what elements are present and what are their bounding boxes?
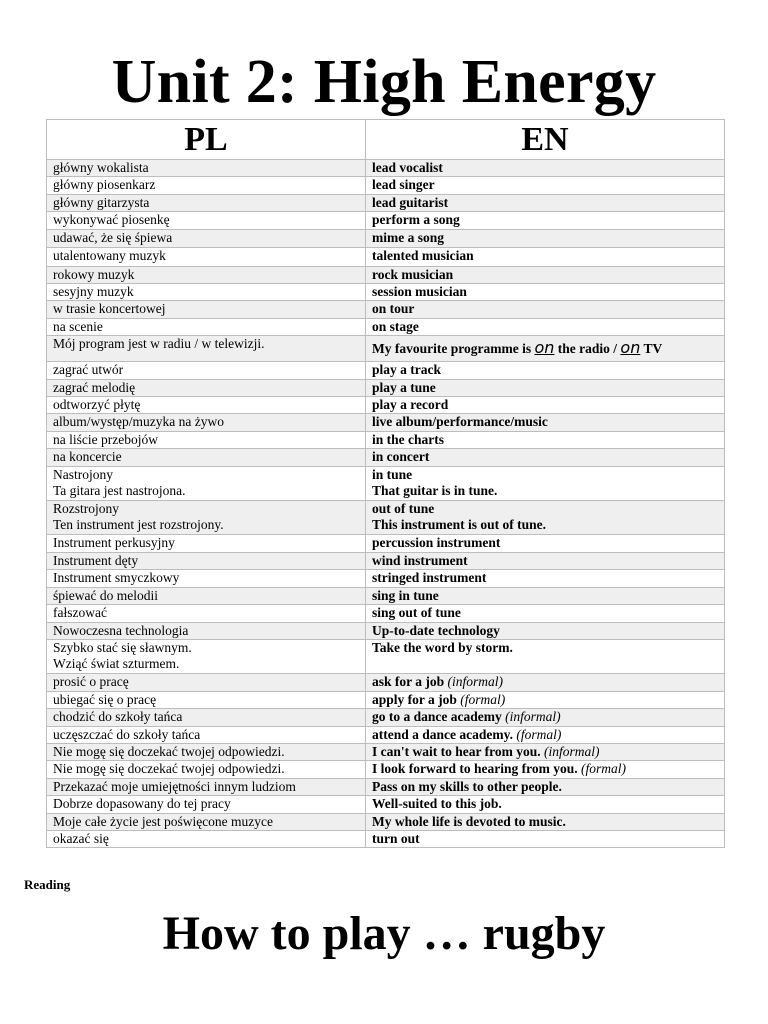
table-row [47,318,725,335]
en-cell: perform a song [366,212,725,229]
en-cell [366,726,725,743]
table-header-row [47,120,725,160]
en-cell: stringed instrument [366,570,725,587]
pl-line: Ten instrument jest rozstrojony. [53,517,224,533]
en-cell [366,761,725,778]
table-row [47,639,725,673]
table-row [47,362,725,379]
en-cell: Pass on my skills to other people. [366,778,725,795]
pl-cell: uczęszczać do szkoły tańca [47,726,366,743]
en-cell: sing out of tune [366,605,725,622]
table-row [47,449,725,466]
pl-cell: ubiegać się o pracę [47,691,366,708]
register-note: (formal) [581,761,626,777]
en-cell: Well-suited to this job. [366,796,725,813]
register-note: (informal) [447,674,504,690]
register-note: (informal) [505,709,561,725]
en-line: in tune [372,466,413,482]
pl-cell [47,501,366,535]
table-row [47,761,725,778]
en-line: That guitar is in tune. [372,483,498,499]
pl-cell: Nowoczesna technologia [47,622,366,639]
table-row [47,501,725,535]
pl-cell: na scenie [47,318,366,335]
pl-line: Rozstrojony [53,501,119,517]
en-cell: lead singer [366,177,725,194]
pl-cell: w trasie koncertowej [47,301,366,318]
table-row [47,229,725,248]
pl-cell: Nie mogę się doczekać twojej odpowiedzi. [47,743,366,760]
en-cell [366,743,725,760]
register-note: (formal) [460,691,506,707]
en-cell [366,691,725,708]
table-row [47,301,725,318]
pl-cell: Moje całe życie jest poświęcone muzyce [47,813,366,830]
table-row [47,830,725,847]
en-text-part: the radio / [554,341,621,357]
pl-cell: rokowy muzyk [47,266,366,283]
en-cell: lead vocalist [366,160,725,177]
en-cell: talented musician [366,248,725,267]
table-row [47,284,725,301]
en-cell: on tour [366,301,725,318]
en-cell: mime a song [366,229,725,248]
en-text-part: My favourite programme is [372,341,535,357]
pl-cell: odtworzyć płytę [47,397,366,414]
pl-cell: Nie mogę się doczekać twojej odpowiedzi. [47,761,366,778]
en-cell: percussion instrument [366,535,725,552]
table-row [47,397,725,414]
en-cell [366,501,725,535]
en-cell [366,466,725,500]
en-text-on: on [620,338,641,358]
en-cell [366,674,725,691]
table-row [47,813,725,830]
en-text: go to a dance academy [372,709,506,725]
register-note: (informal) [544,743,600,759]
en-cell: turn out [366,830,725,847]
section-title: How to play … rugby [162,907,606,960]
pl-cell: utalentowany muzyk [47,248,366,267]
pl-cell: śpiewać do melodii [47,587,366,604]
table-row [47,248,725,267]
en-cell: live album/performance/music [366,414,725,431]
table-row [47,336,725,362]
pl-cell: Instrument perkusyjny [47,535,366,552]
table-row [47,605,725,622]
en-line: This instrument is out of tune. [372,517,547,533]
table-row [47,552,725,569]
register-note: (formal) [516,726,562,742]
pl-line: Wziąć świat szturmem. [53,656,180,672]
table-row [47,622,725,639]
table-row [47,535,725,552]
table-row [47,160,725,177]
en-cell: My whole life is devoted to music. [366,813,725,830]
table-row [47,194,725,211]
pl-cell: główny gitarzysta [47,194,366,211]
pl-cell: zagrać melodię [47,379,366,396]
pl-line: Ta gitara jest nastrojona. [53,483,186,499]
en-text-on: on [534,338,555,358]
pl-cell: album/występ/muzyka na żywo [47,414,366,431]
pl-cell: Przekazać moje umiejętności innym ludziom [47,778,366,795]
pl-cell: Instrument smyczkowy [47,570,366,587]
table-row [47,212,725,229]
table-row [47,743,725,760]
en-text: ask for a job [372,674,448,690]
pl-cell: Instrument dęty [47,552,366,569]
pl-cell: na koncercie [47,449,366,466]
pl-cell: główny wokalista [47,160,366,177]
pl-cell: Mój program jest w radiu / w telewizji. [47,336,366,362]
table-row [47,466,725,500]
column-header-pl: PL [47,120,366,160]
en-cell: sing in tune [366,587,725,604]
table-row [47,674,725,691]
pl-cell [47,466,366,500]
table-row [47,266,725,283]
pl-cell [47,639,366,673]
pl-cell: udawać, że się śpiewa [47,229,366,248]
table-row [47,570,725,587]
pl-cell: zagrać utwór [47,362,366,379]
pl-cell: okazać się [47,830,366,847]
pl-line: Nastrojony [53,466,113,482]
table-row [47,709,725,726]
pl-cell: wykonywać piosenkę [47,212,366,229]
en-cell: in the charts [366,431,725,448]
en-cell [366,336,725,362]
table-row [47,431,725,448]
table-row [47,778,725,795]
en-cell: on stage [366,318,725,335]
pl-cell: sesyjny muzyk [47,284,366,301]
en-line: out of tune [372,501,435,517]
pl-cell: na liście przebojów [47,431,366,448]
column-header-en: EN [366,120,725,160]
en-cell: play a track [366,362,725,379]
pl-cell: prosić o pracę [47,674,366,691]
en-cell: lead guitarist [366,194,725,211]
pl-cell: główny piosenkarz [47,177,366,194]
en-cell: in concert [366,449,725,466]
en-cell: Up-to-date technology [366,622,725,639]
en-text: attend a dance academy. [372,726,517,742]
en-text: I can't wait to hear from you. [372,743,544,759]
vocabulary-table [46,119,725,848]
en-cell: wind instrument [366,552,725,569]
page-title: Unit 2: High Energy [111,48,657,116]
pl-cell: fałszować [47,605,366,622]
en-cell [366,709,725,726]
pl-cell: chodzić do szkoły tańca [47,709,366,726]
reading-label: Reading [24,877,71,892]
table-row [47,796,725,813]
en-cell: play a tune [366,379,725,396]
pl-cell: Dobrze dopasowany do tej pracy [47,796,366,813]
table-row [47,414,725,431]
en-text-part: TV [640,341,663,357]
en-cell: session musician [366,284,725,301]
table-row [47,587,725,604]
table-row [47,691,725,708]
pl-line: Szybko stać się sławnym. [53,639,192,655]
table-row [47,726,725,743]
en-cell: play a record [366,397,725,414]
en-cell: rock musician [366,266,725,283]
en-text: I look forward to hearing from you. [372,761,581,777]
table-row [47,177,725,194]
en-text: apply for a job [372,691,461,707]
en-cell: Take the word by storm. [366,639,725,673]
table-row [47,379,725,396]
